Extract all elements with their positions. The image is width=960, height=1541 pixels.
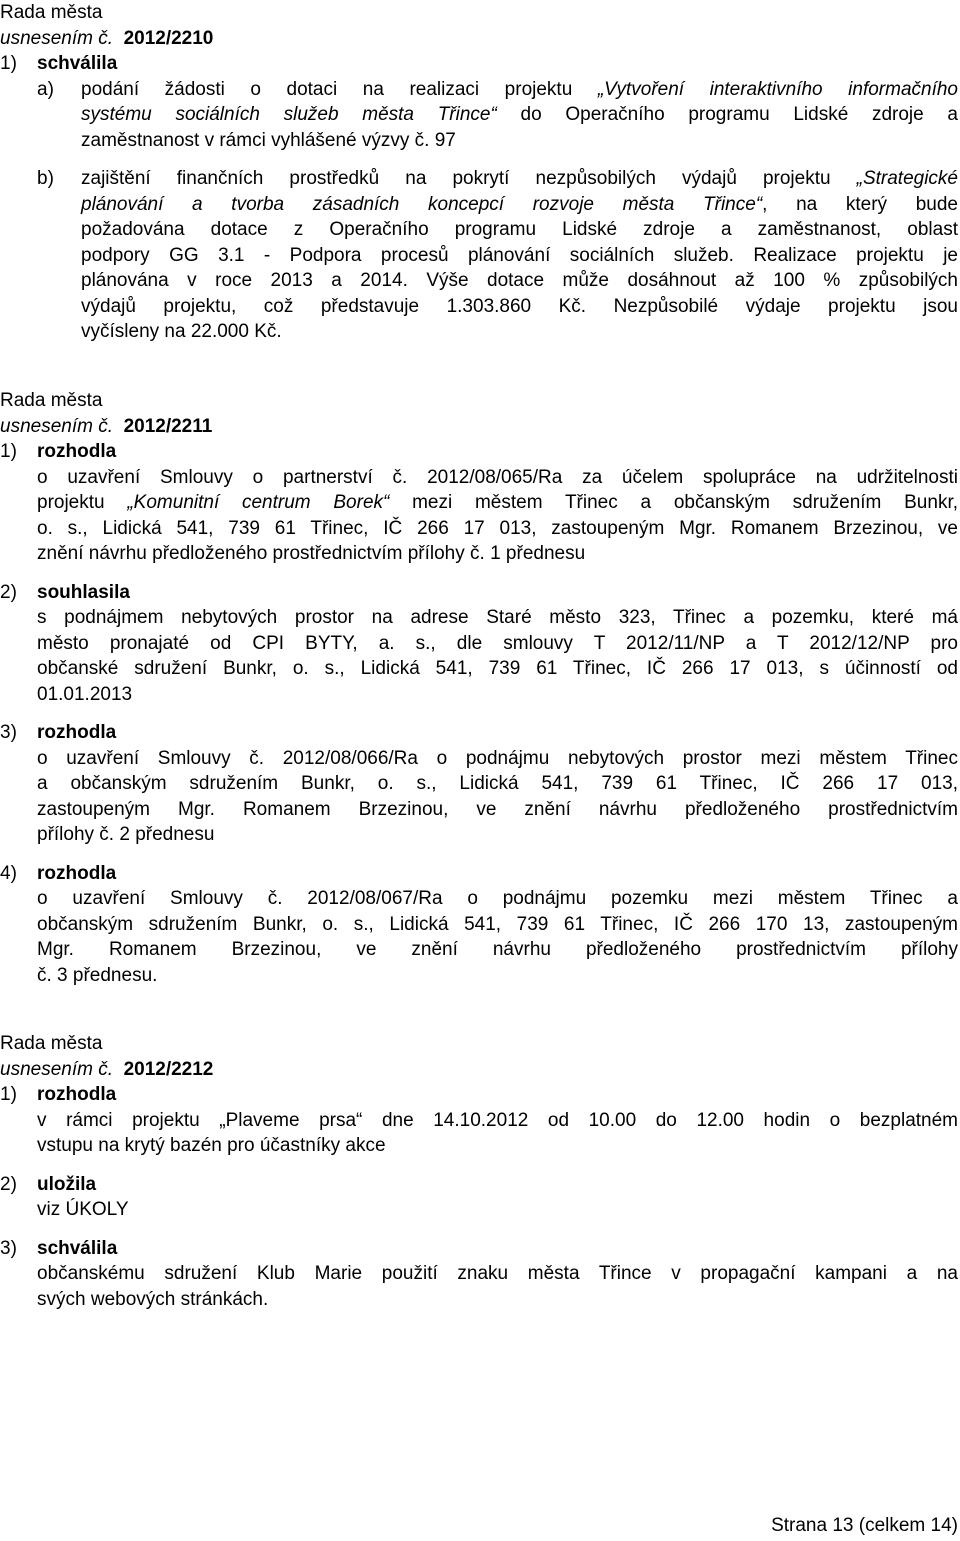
item-number: 3) (0, 722, 17, 743)
item-heading (0, 580, 958, 606)
item-number: 1) (0, 441, 17, 462)
item-heading (0, 1172, 958, 1198)
item-number: 4) (0, 862, 17, 884)
resolution-heading (0, 26, 958, 52)
item-number: 1) (0, 53, 17, 74)
subitem-a-line: a) podání žádosti o dotaci na realizaci projektu „Vytvoření interaktivního informačního (0, 77, 958, 103)
item-heading (0, 439, 958, 465)
resolution-number: 2012/2212 (123, 1058, 214, 1080)
item-text-line: Mgr. Romanem Brzezinou, ve znění návrhu předloženého prostřednictvím přílohy (37, 939, 958, 960)
item-text-line: a občanským sdružením Bunkr, o. s., Lidická 541, 739 61 Třinec, IČ 266 17 013, (37, 773, 958, 794)
council-label: Rada města (0, 2, 103, 23)
item-verb: souhlasila (37, 581, 130, 603)
item-text-line: město pronajaté od CPI BYTY, a. s., dle smlouvy T 2012/11/NP a T 2012/12/NP pro (37, 632, 958, 654)
item-text-line: 01.01.2013 (37, 683, 133, 705)
subitem-b-line: výdajů projektu, což představuje 1.303.860 Kč. Nezpůsobilé výdaje projektu jsou (81, 295, 958, 317)
subitem-label: a) (37, 78, 54, 100)
item-heading (0, 1082, 958, 1108)
subitem-a-line: zaměstnanost v rámci vyhlášené výzvy č. 97 (81, 129, 456, 151)
item-text-line: přílohy č. 2 přednesu (37, 824, 215, 845)
item-verb: schválila (37, 1237, 118, 1259)
item-verb: rozhodla (37, 441, 117, 462)
resolution-prefix: usnesením č. (0, 27, 113, 49)
item-number: 2) (0, 581, 17, 603)
subitem-b-line: vyčísleny na 22.000 Kč. (81, 321, 282, 342)
item-text-line: svých webových stránkách. (37, 1288, 269, 1310)
item-heading (0, 861, 958, 887)
subitem-b-line: plánování a tvorba zásadních koncepcí rozvoje města Třince“, na který bude (81, 193, 958, 215)
subitem-b-line: podpory GG 3.1 - Podpora procesů plánování sociálních služeb. Realizace projektu je (81, 244, 958, 266)
item-heading (0, 1236, 958, 1262)
item-text-line: č. 3 přednesu. (37, 964, 158, 986)
item-text-line: o uzavření Smlouvy o partnerství č. 2012/08/065/Ra za účelem spolupráce na udržitelnosti (37, 466, 958, 488)
item-text-line: vstupu na krytý bazén pro účastníky akce (37, 1135, 386, 1156)
resolution-heading (0, 414, 958, 440)
subitem-b-line: b) zajištění finančních prostředků na pokrytí nezpůsobilých výdajů projektu „Strategické (0, 166, 958, 192)
subitem-label: b) (37, 168, 54, 189)
item-text-line: v rámci projektu „Plaveme prsa“ dne 14.10.2012 od 10.00 do 12.00 hodin o bezplatném (37, 1109, 958, 1131)
resolution-heading (0, 1057, 958, 1083)
resolution-2012-2212 (0, 1031, 958, 1312)
item-text-line: znění návrhu předloženého prostřednictvím přílohy č. 1 přednesu (37, 543, 586, 564)
item-number: 1) (0, 1084, 17, 1105)
resolution-prefix: usnesením č. (0, 1058, 113, 1080)
page-number: Strana 13 (celkem 14) (771, 1515, 958, 1536)
resolution-number: 2012/2210 (123, 27, 214, 49)
item-number: 3) (0, 1237, 17, 1259)
item-text-line: občanským sdružením Bunkr, o. s., Lidická 541, 739 61 Třinec, IČ 266 170 13, zastoupeným (37, 913, 958, 935)
resolution-number: 2012/2211 (123, 415, 213, 437)
item-text-line: zastoupeným Mgr. Romanem Brzezinou, ve znění návrhu předloženého prostřednictvím (37, 798, 958, 820)
item-text-line: projektu „Komunitní centrum Borek“ mezi městem Třinec a občanským sdružením Bunkr, (37, 492, 958, 513)
item-text-line: s podnájmem nebytových prostor na adrese Staré město 323, Třinec a pozemku, které má (37, 607, 958, 628)
item-verb: rozhodla (37, 1084, 117, 1105)
subitem-b-line: požadována dotace z Operačního programu Lidské zdroje a zaměstnanost, oblast (81, 219, 958, 240)
subitem-a-line: systému sociálních služeb města Třince“ do Operačního programu Lidské zdroje a (81, 104, 958, 125)
item-verb: rozhodla (37, 722, 117, 743)
subitem-b-line: plánována v roce 2013 a 2014. Výše dotace může dosáhnout až 100 % způsobilých (81, 270, 958, 291)
item-verb: uložila (37, 1173, 97, 1195)
item-text-line: o uzavření Smlouvy č. 2012/08/066/Ra o podnájmu nebytových prostor mezi městem Třinec (37, 747, 958, 769)
item-text-line: o. s., Lidická 541, 739 61 Třinec, IČ 266 17 013, zastoupeným Mgr. Romanem Brzezinou, ve (37, 517, 958, 539)
item-text-line: občanské sdružení Bunkr, o. s., Lidická 541, 739 61 Třinec, IČ 266 17 013, s účinností od (37, 658, 958, 679)
item-heading (0, 720, 958, 746)
resolution-prefix: usnesením č. (0, 415, 113, 437)
item-heading (0, 51, 958, 77)
resolution-2012-2211 (0, 388, 958, 988)
council-label: Rada města (0, 390, 103, 411)
item-text-line: občanskému sdružení Klub Marie použití znaku města Třince v propagační kampani a na (37, 1263, 958, 1284)
item-verb: schválila (37, 53, 118, 74)
item-text-line: viz ÚKOLY (37, 1199, 129, 1220)
item-text-line: o uzavření Smlouvy č. 2012/08/067/Ra o podnájmu pozemku mezi městem Třinec a (37, 888, 958, 909)
council-label: Rada města (0, 1033, 103, 1054)
item-number: 2) (0, 1173, 17, 1195)
item-verb: rozhodla (37, 862, 117, 884)
resolution-2012-2210 (0, 0, 958, 345)
